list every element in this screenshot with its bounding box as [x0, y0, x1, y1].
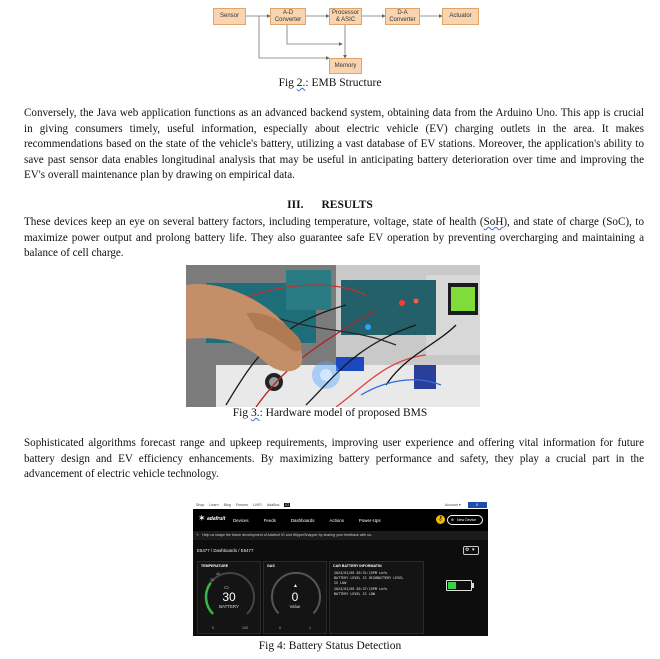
menu-dashboards[interactable]: Dashboards — [290, 518, 315, 523]
nav-live[interactable]: LIVE! — [253, 503, 262, 507]
car-battery-title: CAR BATTERY INFORMATIN — [333, 564, 382, 568]
emb-structure-diagram — [0, 0, 660, 78]
gear-icon: ⚙ — [465, 547, 470, 553]
main-menu — [233, 518, 381, 523]
log-line: BATTERY LEVEL IS HIGHBATTERY LEVEL — [334, 576, 404, 581]
section-number: III. — [287, 199, 304, 211]
fig3-caption-number: 3. — [250, 407, 260, 419]
top-nav-links — [196, 503, 290, 507]
info-icon: ✎ — [196, 533, 200, 537]
sensor-block: Sensor — [213, 8, 246, 25]
adafruit-logo-icon[interactable]: ✶ — [198, 513, 206, 523]
temperature-tick-20: 20 — [210, 578, 214, 582]
temperature-max: 100 — [242, 626, 248, 630]
nav-adabox[interactable]: AdaBox — [266, 503, 280, 507]
para2-soh: SoH — [483, 216, 504, 228]
arrow-ad-memory — [287, 25, 342, 44]
gas-max: 1 — [309, 626, 311, 630]
gas-panel — [263, 561, 327, 634]
gas-title: GAS — [267, 564, 275, 568]
nav-forums[interactable]: Forums — [235, 503, 248, 507]
brand-name: adafruit — [207, 516, 226, 522]
paragraph-java-app: Conversely, the Java web application functions as an advanced backend system, obtaining data from the Arduino Uno. This app is crucial in giving consumers timely, useful information, especially about electric vehicle (EV) charging outlets in the area. It makes recommendations based on the state of the vehicle's battery, utilizing a vast database of EV stations. Moreover, the application's ability to save past sensor data enables longitudinal analysis that may be useful in anticipating battery deterioration over time and improving the EV's overall maintenance plan by drawing on empirical data. — [24, 107, 644, 182]
battery-icon: ▭ — [224, 585, 229, 591]
car-battery-panel — [329, 561, 424, 634]
temperature-min: 0 — [212, 626, 214, 630]
temperature-tick-40: 40 — [216, 572, 220, 576]
menu-devices[interactable]: Devices — [233, 518, 249, 523]
section-title: RESULTS — [321, 199, 373, 211]
ad-converter-block: A-D Converter — [270, 8, 306, 25]
para2-part-b: ), and state of charge (SoC), to maximize power output and prolong battery life. They also guarantee safe EV operation by preventing overcharging and maintaining a balance of cell charge. — [24, 216, 644, 260]
new-device-button[interactable] — [447, 515, 483, 525]
gas-unit: Value — [289, 604, 301, 609]
warning-icon: ▲ — [293, 583, 298, 589]
battery-level-icon — [446, 580, 472, 591]
cart-count: 0 — [476, 503, 478, 507]
fig2-caption — [0, 77, 660, 89]
banner-text[interactable]: Help us shape the future development of Adafruit IO and WipperSnapper by sharing your feedback with us. — [202, 533, 373, 537]
feedback-banner — [193, 531, 488, 540]
log-line: IS LOW — [334, 581, 347, 586]
paragraph-algorithms: Sophisticated algorithms forecast range and upkeep requirements, improving user experience and offering vital information for future battery design and EV efficiency enhancements. By maximizing battery performance and safety, they play a crucial part in the advancement of electric vehicle technology. — [24, 437, 644, 481]
car-battery-log — [334, 571, 422, 597]
cart-button[interactable] — [468, 502, 487, 508]
fig4-caption: Fig 4: Battery Status Detection — [258, 640, 402, 652]
temperature-value: 30 — [222, 590, 236, 604]
para2-part-a: These devices keep an eye on several battery factors, including temperature, voltage, state of health ( — [24, 216, 484, 228]
nav-learn[interactable]: Learn — [209, 503, 219, 507]
new-device-label: New Device — [457, 518, 477, 522]
fig3-caption-prefix: Fig — [232, 407, 249, 419]
actuator-block: Actuator — [442, 8, 479, 25]
sensor-module — [414, 365, 436, 389]
memory-block: Memory — [329, 58, 362, 74]
breadcrumb: E5477 / Dashboards / E5477 — [197, 548, 254, 553]
top-nav — [193, 501, 488, 509]
fig3-caption — [0, 407, 660, 419]
menu-power-ups[interactable]: Power-Ups — [358, 518, 381, 523]
account-menu[interactable]: Account ▾ — [445, 503, 461, 507]
temperature-panel — [197, 561, 261, 634]
fig2-caption-text: : EMB Structure — [305, 77, 382, 89]
hardware-photo-illustration — [186, 265, 480, 407]
plus-icon: ⊕ — [451, 518, 455, 522]
hardware-photo — [186, 265, 480, 407]
nav-shop[interactable]: Shop — [196, 503, 205, 507]
log-line: BATTERY LEVEL IS LOW — [334, 591, 375, 596]
battery-level-fill — [448, 582, 456, 589]
breadboard-module — [341, 280, 436, 335]
gas-value: 0 — [291, 590, 299, 604]
fig2-caption-number: 2. — [296, 77, 306, 89]
log-line: 2024/01/05 03:37:15PM info — [334, 586, 388, 591]
main-header — [193, 509, 488, 531]
menu-feeds[interactable]: Feeds — [263, 518, 276, 523]
battery-terminal — [472, 583, 474, 588]
nav-io[interactable]: IO — [285, 503, 290, 507]
settings-dropdown[interactable] — [463, 546, 479, 555]
fig3-caption-text: : Hardware model of proposed BMS — [259, 407, 428, 419]
processor-block: Processor & ASIC — [329, 8, 362, 25]
menu-actions[interactable]: Actions — [329, 518, 344, 523]
temperature-unit: BATTERY — [219, 604, 239, 609]
nav-blog[interactable]: Blog — [223, 503, 231, 507]
chevron-down-icon: ▾ — [472, 547, 475, 553]
dashboard-screenshot — [193, 501, 488, 636]
da-converter-block: D-A Converter — [385, 8, 420, 25]
log-line: 2024/01/05 03:31:15PM info — [334, 571, 388, 575]
key-icon[interactable]: ⚷ — [436, 515, 445, 524]
paragraph-battery-factors — [24, 215, 644, 262]
temperature-title: TEMPERATURE — [201, 564, 229, 568]
gas-min: 0 — [279, 626, 281, 630]
fig2-caption-prefix: Fig — [278, 77, 294, 89]
section-heading — [0, 199, 660, 211]
